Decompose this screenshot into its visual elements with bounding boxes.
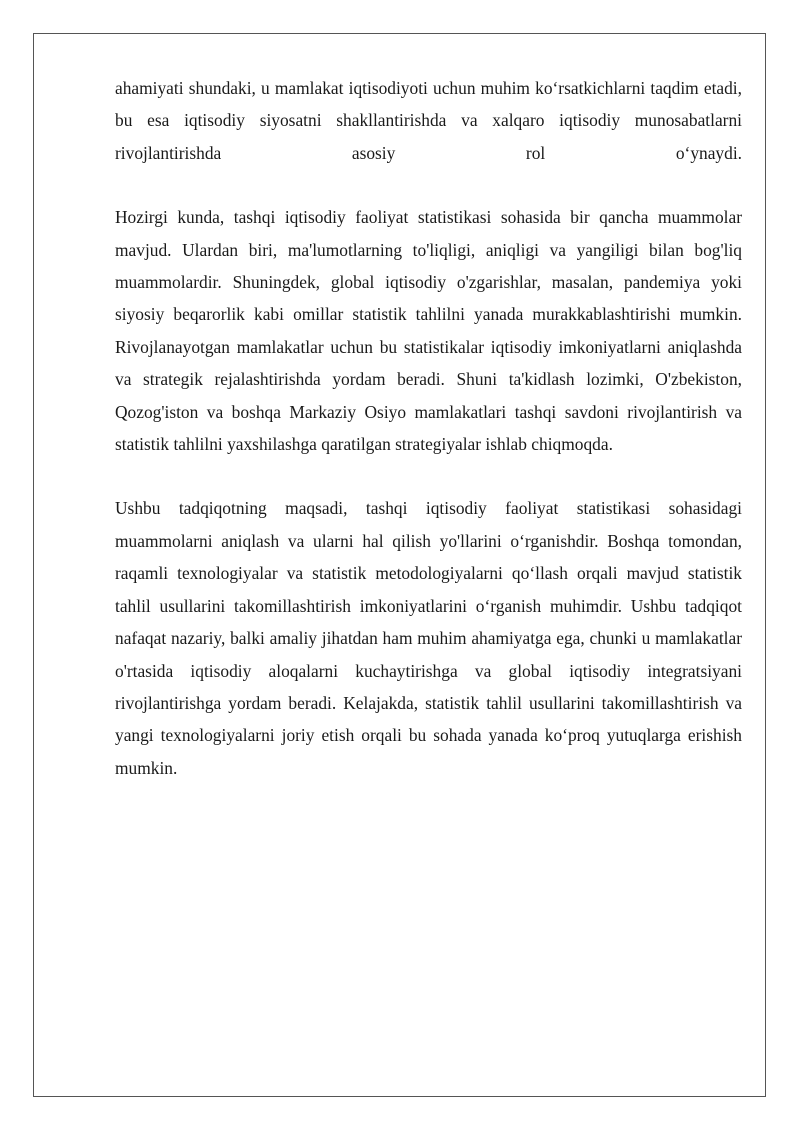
paragraph-2: Hozirgi kunda, tashqi iqtisodiy faoliyat statistikasi sohasida bir qancha muammolar mavjud. Ulardan biri, ma'lumotlarning to'liqligi, aniqligi va yangiligi bilan bog'liq muammolardir. Shuningdek, global iqtisodiy o'zgarishlar, masalan, pandemiya yoki siyosiy beqarorlik kabi omillar statistik tahlilni yanada murakkablashtirishi mumkin. Rivojlanayotgan mamlakatlar uchun bu statistikalar iqtisodiy imkoniyatlarni aniqlashda va strategik rejalashtirishda yordam beradi. Shuni ta'kidlash lozimki, O'zbekiston, Qozog'iston va boshqa Markaziy Osiyo mamlakatlari tashqi savdoni rivojlantirish va statistik tahlilni yaxshilashga qaratilgan strategiyalar ishlab chiqmoqda. bbox=[115, 207, 742, 455]
document-body bbox=[115, 72, 742, 784]
paragraph-3: Ushbu tadqiqotning maqsadi, tashqi iqtisodiy faoliyat statistikasi sohasidagi muammolarni aniqlash va ularni hal qilish yo'llarini o‘rganishdir. Boshqa tomondan, raqamli texnologiyalar va statistik metodologiyalarni qo‘llash orqali mavjud statistik tahlil usullarini takomillashtirish imkoniyatlarini o‘rganish muhimdir. Ushbu tadqiqot nafaqat nazariy, balki amaliy jihatdan ham muhim ahamiyatga ega, chunki u mamlakatlar o'rtasida iqtisodiy aloqalarni kuchaytirishga va global iqtisodiy integratsiyani rivojlantirishga yordam beradi. Kelajakda, statistik tahlil usullarini takomillashtirish va yangi texnologiyalarni joriy etish orqali bu sohada yanada ko‘proq yutuqlarga erishish mumkin. bbox=[115, 498, 742, 778]
paragraph-1: ahamiyati shundaki, u mamlakat iqtisodiyoti uchun muhim ko‘rsatkichlarni taqdim etadi, bu esa iqtisodiy siyosatni shakllantirishda va xalqaro iqtisodiy munosabatlarni rivojlantirishda asosiy rol o‘ynaydi. bbox=[115, 78, 742, 163]
